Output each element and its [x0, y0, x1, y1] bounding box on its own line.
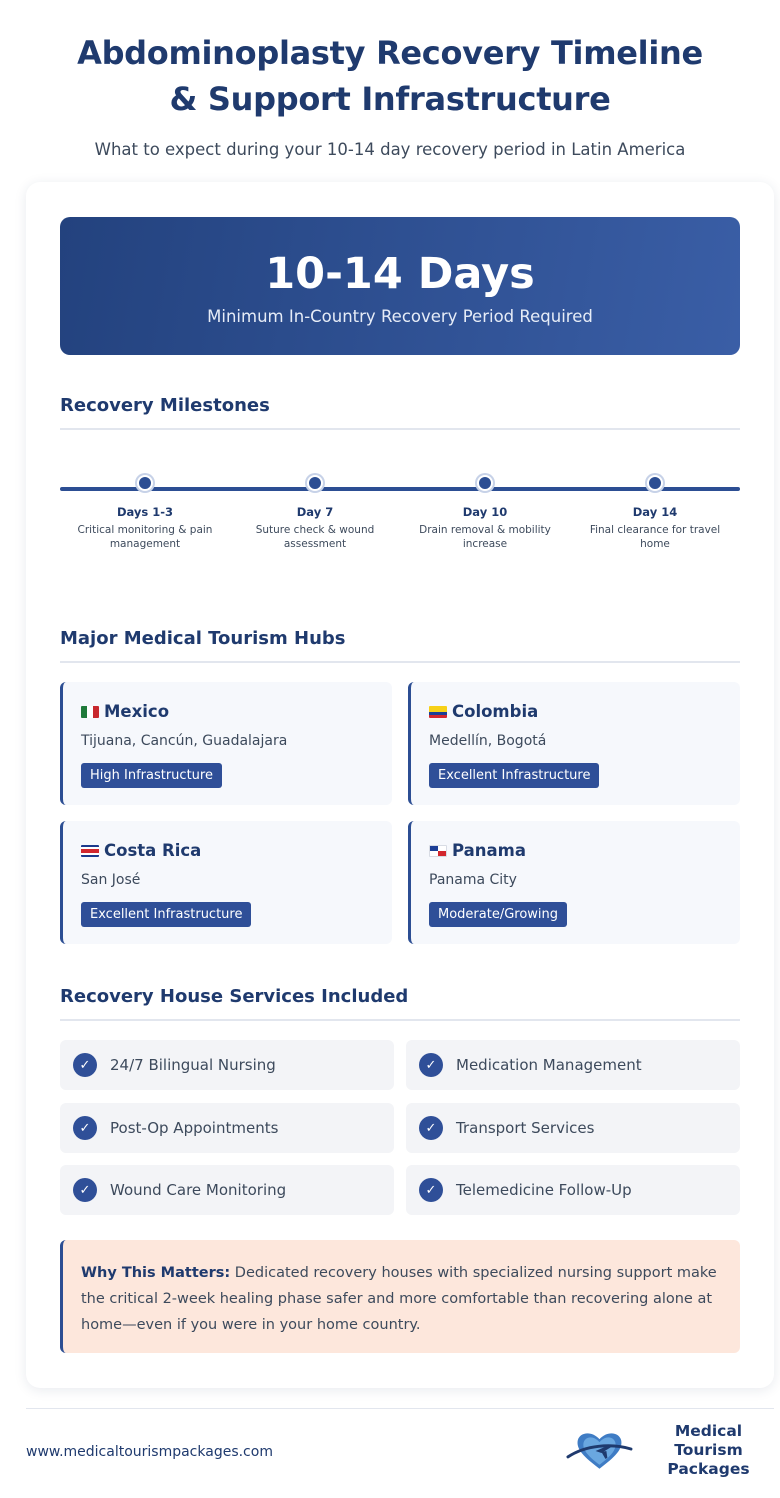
- checkmark-icon: ✓: [73, 1178, 97, 1202]
- checkmark-icon: ✓: [419, 1116, 443, 1140]
- milestone-title: Days 1-3: [116, 505, 174, 519]
- hub-card-colombia: [408, 682, 740, 805]
- page-title: [0, 30, 780, 122]
- hub-card-mexico: [60, 682, 392, 805]
- service-item: [60, 1103, 394, 1153]
- hub-card-panama: [408, 821, 740, 944]
- milestone-dot-icon: [477, 475, 493, 491]
- page-header: [0, 30, 780, 159]
- milestone-description: Drain removal & mobility increase: [419, 524, 551, 550]
- hub-cities: San José: [81, 872, 141, 888]
- services-section-title: Recovery House Services Included: [60, 986, 740, 1021]
- milestone-description: Critical monitoring & pain management: [77, 524, 213, 550]
- hub-cities: Panama City: [429, 872, 517, 888]
- hero-banner: [60, 217, 740, 355]
- page-subtitle: What to expect during your 10-14 day recovery period in Latin America: [94, 140, 686, 159]
- service-item: [406, 1165, 740, 1215]
- hero-duration: 10-14 Days: [265, 249, 535, 299]
- milestone-day-7: [230, 475, 400, 551]
- milestone-description: Final clearance for travel home: [589, 524, 721, 550]
- checkmark-icon: ✓: [73, 1053, 97, 1077]
- milestone-days-1-3: [60, 475, 230, 551]
- checkmark-icon: ✓: [419, 1053, 443, 1077]
- hub-cities: Medellín, Bogotá: [429, 733, 547, 749]
- hub-card-costa-rica: [60, 821, 392, 944]
- milestone-title: Day 14: [632, 505, 678, 519]
- title-line-2: & Support Infrastructure: [169, 80, 611, 118]
- hero-caption: Minimum In-Country Recovery Period Required: [207, 307, 593, 326]
- content-card: [26, 182, 774, 1388]
- checkmark-icon: ✓: [419, 1178, 443, 1202]
- service-item: [60, 1165, 394, 1215]
- costa-rica-flag-icon: [81, 845, 99, 857]
- milestones-section-title: Recovery Milestones: [60, 395, 740, 430]
- hub-name-label: Costa Rica: [104, 841, 202, 860]
- infrastructure-badge: High Infrastructure: [81, 763, 222, 788]
- why-this-matters-callout: [60, 1240, 740, 1353]
- hub-name-label: Panama: [452, 841, 526, 860]
- brand-logo: [566, 1421, 778, 1478]
- hub-name-label: Colombia: [452, 702, 539, 721]
- footer-divider: [26, 1408, 774, 1409]
- hub-name: [81, 841, 392, 860]
- infrastructure-badge: Excellent Infrastructure: [429, 763, 599, 788]
- milestone-title: Day 10: [462, 505, 508, 519]
- milestone-description: Suture check & wound assessment: [255, 524, 375, 550]
- milestone-dot-icon: [647, 475, 663, 491]
- hub-cities: Tijuana, Cancún, Guadalajara: [81, 733, 288, 749]
- infrastructure-badge: Excellent Infrastructure: [81, 902, 251, 927]
- milestone-dot-icon: [137, 475, 153, 491]
- logo-wordmark: [639, 1422, 778, 1479]
- milestone-day-14: [570, 475, 740, 551]
- service-label: Post-Op Appointments: [110, 1119, 279, 1137]
- infrastructure-badge: Moderate/Growing: [429, 902, 567, 927]
- service-item: [406, 1103, 740, 1153]
- service-item: [60, 1040, 394, 1090]
- callout-text: Dedicated recovery houses with specialized nursing support make the critical 2-week healing phase safer and more comfortable than recovering alone at home—even if you were in your home country.: [81, 1265, 717, 1333]
- milestone-dot-icon: [307, 475, 323, 491]
- mexico-flag-icon: [81, 706, 99, 718]
- service-label: Wound Care Monitoring: [110, 1181, 287, 1199]
- checkmark-icon: ✓: [73, 1116, 97, 1140]
- footer-url-link[interactable]: www.medicaltourismpackages.com: [26, 1444, 273, 1460]
- hub-name-label: Mexico: [104, 702, 170, 721]
- hub-name: [429, 841, 740, 860]
- title-line-1: Abdominoplasty Recovery Timeline: [77, 34, 703, 72]
- colombia-flag-icon: [429, 706, 447, 718]
- milestone-title: Day 7: [296, 505, 334, 519]
- hubs-section-title: Major Medical Tourism Hubs: [60, 628, 740, 663]
- logo-line-2: Packages: [667, 1459, 750, 1478]
- service-label: Telemedicine Follow-Up: [456, 1181, 632, 1199]
- service-label: Transport Services: [456, 1119, 595, 1137]
- service-label: 24/7 Bilingual Nursing: [110, 1056, 276, 1074]
- hub-name: [81, 702, 392, 721]
- callout-label: Why This Matters:: [81, 1265, 231, 1281]
- service-item: [406, 1040, 740, 1090]
- hub-name: [429, 702, 740, 721]
- service-label: Medication Management: [456, 1056, 642, 1074]
- panama-flag-icon: [429, 845, 447, 857]
- heart-plane-logo-icon: [566, 1427, 633, 1473]
- logo-line-1: Medical Tourism: [674, 1421, 743, 1459]
- milestone-day-10: [400, 475, 570, 551]
